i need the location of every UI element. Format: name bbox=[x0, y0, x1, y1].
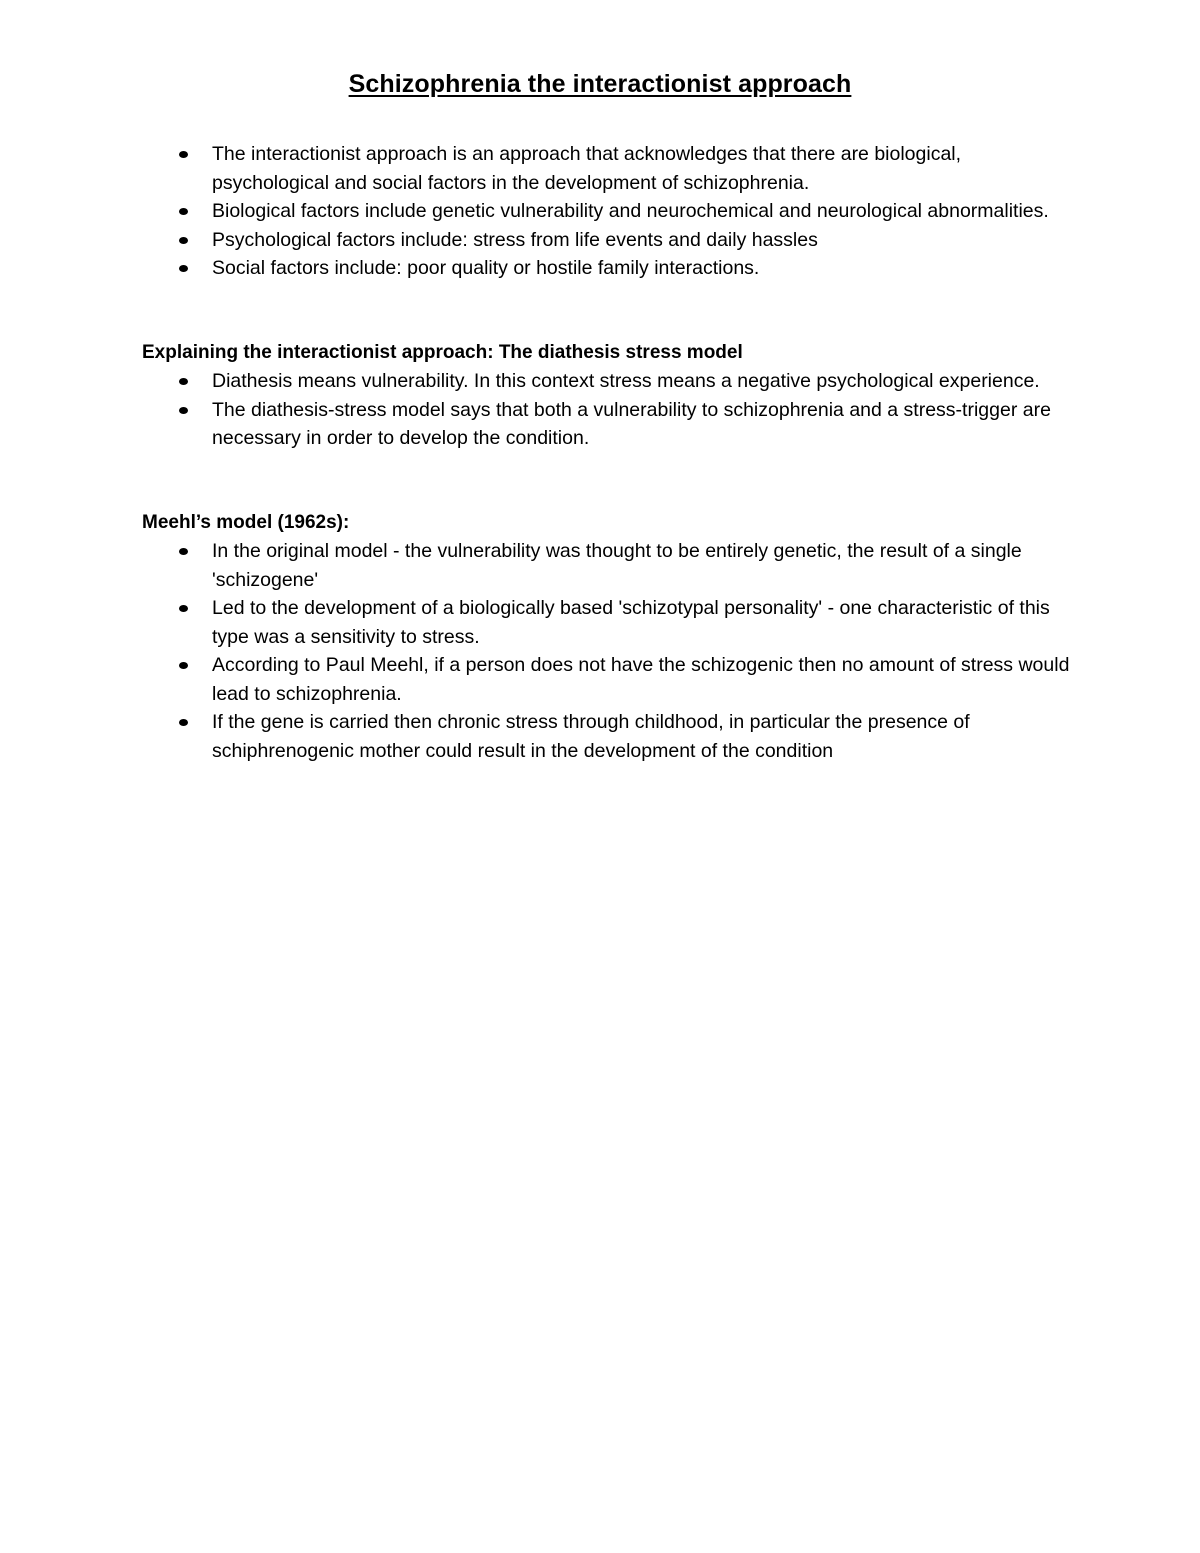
bullet-icon bbox=[179, 265, 188, 272]
list-item bbox=[142, 140, 1072, 197]
diathesis-section bbox=[142, 339, 1072, 453]
meehl-section bbox=[142, 509, 1072, 765]
list-item-text: The interactionist approach is an approach that acknowledges that there are biological, psychological and social factors in the development of schizophrenia. bbox=[212, 143, 962, 194]
list-item-text: Diathesis means vulnerability. In this context stress means a negative psychological experience. bbox=[212, 370, 1040, 392]
list-item bbox=[142, 254, 1072, 283]
list-item bbox=[142, 537, 1072, 594]
bullet-icon bbox=[179, 151, 188, 158]
bullet-icon bbox=[179, 378, 188, 385]
intro-section bbox=[142, 140, 1072, 283]
list-item-text: Led to the development of a biologically based 'schizotypal personality' - one characteristic of this type was a sensitivity to stress. bbox=[212, 597, 1050, 648]
bullet-icon bbox=[179, 662, 188, 669]
list-item bbox=[142, 197, 1072, 226]
document-title: Schizophrenia the interactionist approach bbox=[348, 70, 852, 98]
list-item bbox=[142, 651, 1072, 708]
list-item bbox=[142, 396, 1072, 453]
list-item bbox=[142, 367, 1072, 396]
diathesis-bullet-list bbox=[142, 367, 1072, 453]
bullet-icon bbox=[179, 407, 188, 414]
list-item-text: Biological factors include genetic vulnerability and neurochemical and neurological abnormalities. bbox=[212, 200, 1049, 222]
list-item bbox=[142, 708, 1072, 765]
list-item-text: If the gene is carried then chronic stress through childhood, in particular the presence of schiphrenogenic mother could result in the development of the condition bbox=[212, 711, 970, 762]
list-item-text: The diathesis-stress model says that both a vulnerability to schizophrenia and a stress-trigger are necessary in order to develop the condition. bbox=[212, 398, 1051, 449]
list-item-text: In the original model - the vulnerability was thought to be entirely genetic, the result of a single 'schizogene' bbox=[212, 540, 1022, 591]
list-item bbox=[142, 226, 1072, 255]
list-item-text: Social factors include: poor quality or hostile family interactions. bbox=[212, 257, 760, 279]
bullet-icon bbox=[179, 719, 188, 726]
list-item-text: Psychological factors include: stress from life events and daily hassles bbox=[212, 228, 818, 251]
list-item bbox=[142, 594, 1072, 651]
section-heading: Meehl’s model (1962s): bbox=[142, 512, 350, 533]
intro-bullet-list bbox=[142, 140, 1072, 283]
bullet-icon bbox=[179, 548, 188, 555]
section-heading: Explaining the interactionist approach: The diathesis stress model bbox=[142, 342, 743, 363]
meehl-bullet-list bbox=[142, 537, 1072, 765]
list-item-text: According to Paul Meehl, if a person does not have the schizogenic then no amount of stress would lead to schizophrenia. bbox=[212, 654, 1070, 705]
bullet-icon bbox=[179, 605, 188, 612]
bullet-icon bbox=[179, 208, 188, 215]
bullet-icon bbox=[179, 237, 188, 244]
